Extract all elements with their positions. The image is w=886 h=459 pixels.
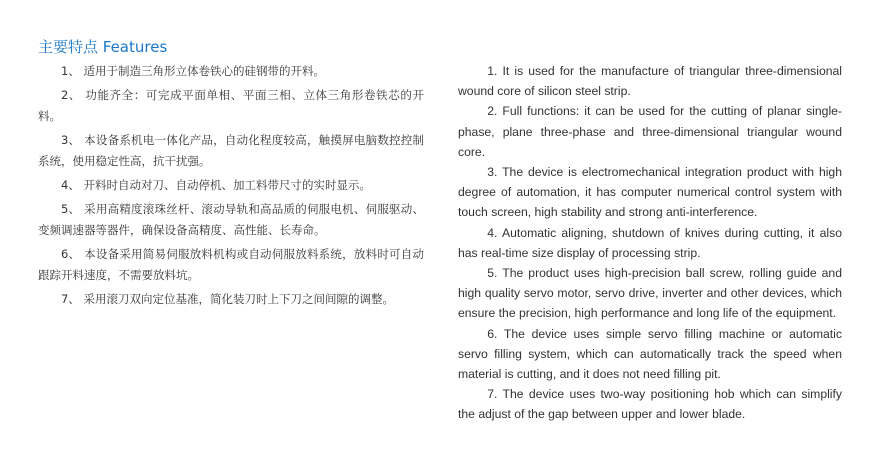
feature-item-en-4: 4. Automatic aligning, shutdown of knives during cutting, it also has real-time size display of processing strip.	[458, 225, 842, 260]
feature-item-en-1: 1. It is used for the manufacture of triangular three-dimensional wound core of silicon steel strip.	[458, 64, 842, 99]
feature-item-en-2: 2. Full functions: it can be used for the cutting of planar single-phase, plane three-phase and three-dimensional triangular wound core.	[458, 104, 842, 159]
english-features-list	[458, 61, 842, 425]
feature-item-cn-7: 7、 采用滚刀双向定位基准，简化装刀时上下刀之间间隙的调整。	[61, 292, 394, 306]
feature-item-cn-4: 4、 开料时自动对刀、自动停机、加工料带尺寸的实时显示。	[61, 178, 371, 192]
feature-item-cn-3: 3、 本设备系机电一体化产品，自动化程度较高，触摸屏电脑数控控制系统，使用稳定性高，抗干扰强。	[38, 133, 424, 168]
feature-item-cn-1: 1、 适用于制造三角形立体卷铁心的硅钢带的开料。	[61, 64, 325, 78]
feature-item-en-3: 3. The device is electromechanical integration product with high degree of automation, it has computer numerical control system with touch screen, high stability and strong anti-interference.	[458, 165, 842, 220]
page-title: 主要特点 Features	[38, 38, 168, 56]
feature-item-en-5: 5. The product uses high-precision ball screw, rolling guide and high quality servo motor, servo drive, inverter and other devices, which ensure the precision, high performance and long life of the equipment.	[458, 266, 842, 321]
feature-item-en-6: 6. The device uses simple servo filling machine or automatic servo filling system, which can automatically track the speed when material is cutting, and it does not need filling pit.	[458, 326, 842, 382]
feature-item-cn-2: 2、 功能齐全：可完成平面单相、平面三相、立体三角形卷铁芯的开料。	[38, 88, 424, 123]
feature-item-en-7: 7. The device uses two-way positioning hob which can simplify the adjust of the gap between upper and lower blade.	[458, 387, 842, 422]
feature-item-cn-6: 6、 本设备采用简易伺服放料机构或自动伺服放料系统，放料时可自动跟踪开料速度，不需要放料坑。	[38, 247, 424, 282]
feature-item-cn-5: 5、 采用高精度滚珠丝杆、滚动导轨和高品质的伺服电机、伺服驱动、变频调速器等器件，确保设备高精度、高性能、长寿命。	[38, 202, 424, 237]
chinese-features-list	[38, 61, 424, 313]
